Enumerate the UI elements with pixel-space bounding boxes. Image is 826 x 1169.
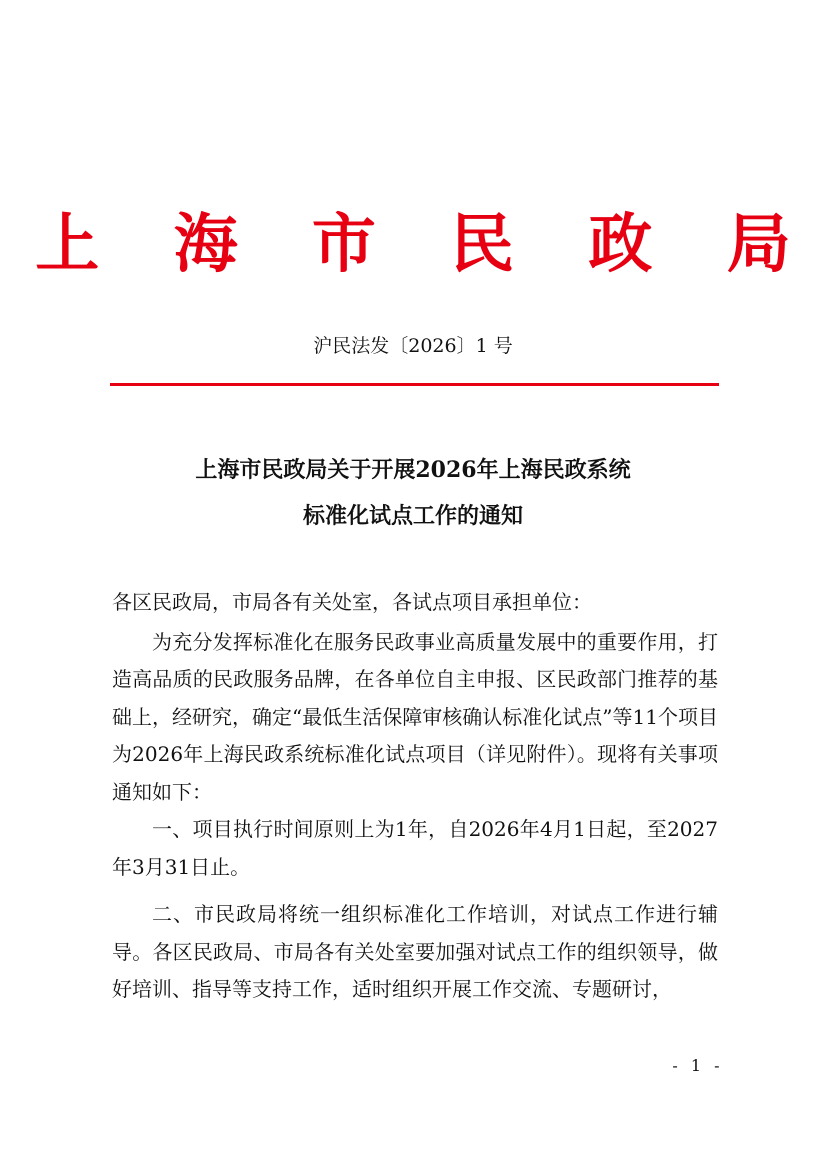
paragraph-item-2: 二、市民政局将统一组织标准化工作培训，对试点工作进行辅导。各区民政局、市局各有关处室要加强对试点工作的组织领导，做好培训、指导等支持工作，适时组织开展工作交流、专题研讨， bbox=[112, 902, 718, 1001]
document-title bbox=[0, 447, 826, 539]
document-body bbox=[112, 584, 718, 1009]
issuer-masthead: 上 海 市 民 政 局 bbox=[35, 207, 817, 282]
paragraph-item-1: 一、项目执行时间原则上为1年，自2026年4月1日起，至2027年3月31日止。 bbox=[112, 817, 718, 879]
red-divider-rule bbox=[110, 383, 719, 386]
page-number: - 1 - bbox=[672, 1056, 724, 1075]
title-line-2: 标准化试点工作的通知 bbox=[302, 503, 523, 529]
paragraph-intro: 为充分发挥标准化在服务民政事业高质量发展中的重要作用，打造高品质的民政服务品牌，在各单位自主申报、区民政部门推荐的基础上，经研究，确定“最低生活保障审核确认标准化试点”等11个项目为2026年上海民政系统标准化试点项目（详见附件）。现将有关事项通知如下： bbox=[112, 629, 718, 804]
salutation: 各区民政局，市局各有关处室，各试点项目承担单位： bbox=[112, 590, 592, 614]
document-number: 沪民法发〔2026〕1 号 bbox=[313, 335, 513, 357]
title-line-1: 上海市民政局关于开展2026年上海民政系统 bbox=[195, 457, 631, 483]
